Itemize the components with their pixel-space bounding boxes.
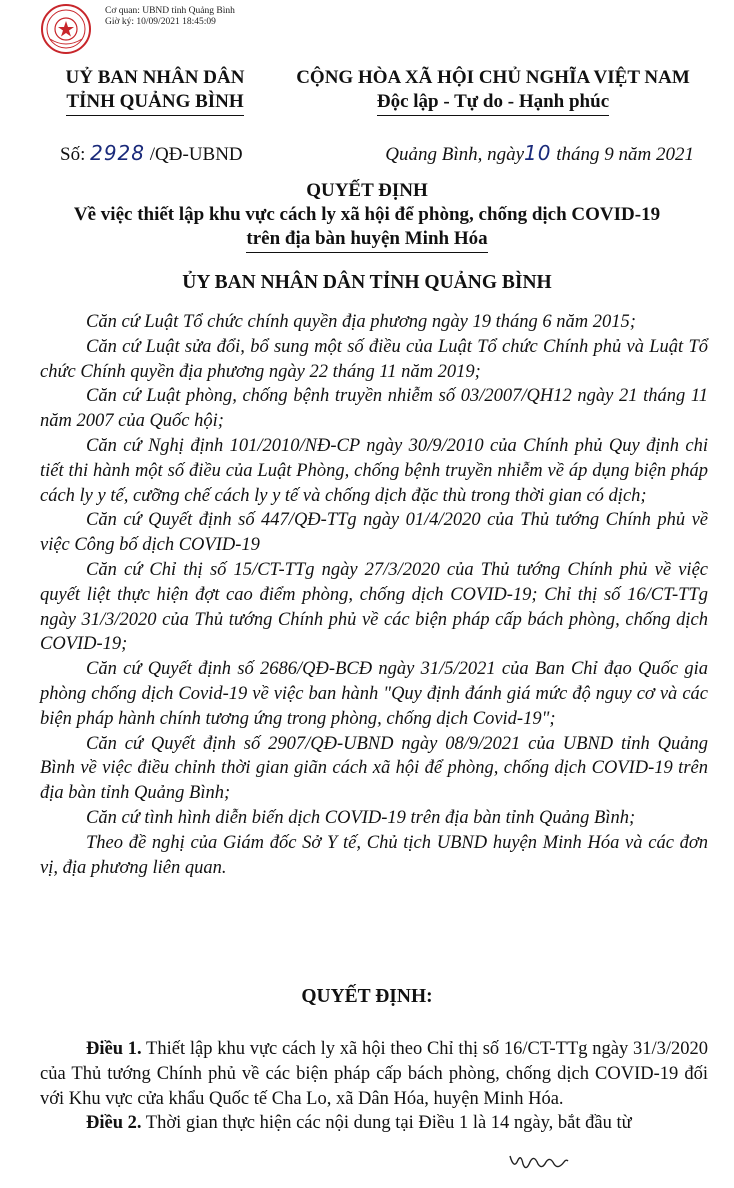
- subject-line-1: Về việc thiết lập khu vực cách ly xã hội để phòng, chống dịch COVID-19: [73, 204, 661, 225]
- nation-line-1: CỘNG HÒA XÃ HỘI CHỦ NGHĨA VIỆT NAM: [296, 67, 690, 88]
- date-line: [385, 141, 694, 166]
- articles: [40, 1037, 708, 1136]
- ground-paragraph: Căn cứ tình hình diễn biến dịch COVID-19 trên địa bàn tỉnh Quảng Bình;: [86, 807, 636, 828]
- doc-number-suffix: /QĐ-UBND: [145, 144, 243, 165]
- ground-paragraph: Căn cứ Nghị định 101/2010/NĐ-CP ngày 30/9/2010 của Chính phủ Quy định chi tiết thi hành một số điều của Luật Phòng, chống bệnh truyền nhiễm về áp dụng biện pháp cách ly y tế, cưỡng chế cách ly y tế và chống dịch đặc thù trong thời gian có dịch;: [40, 435, 708, 506]
- org-line-1: UỶ BAN NHÂN DÂN: [65, 67, 245, 88]
- ground-paragraph: Căn cứ Quyết định số 2907/QĐ-UBND ngày 08/9/2021 của UBND tỉnh Quảng Bình về việc điều chỉnh thời gian giãn cách xã hội để phòng, chống dịch COVID-19 trên địa bàn tỉnh Quảng Bình;: [40, 733, 708, 804]
- issuing-organization: [30, 66, 280, 116]
- digital-signature-seal-icon: [40, 3, 92, 55]
- decides-heading: QUYẾT ĐỊNH:: [301, 986, 433, 1007]
- doc-number-handwritten: 2928: [90, 141, 146, 165]
- date-prefix: Quảng Bình, ngày: [385, 144, 525, 165]
- ground-paragraph: Căn cứ Quyết định số 447/QĐ-TTg ngày 01/4/2020 của Thủ tướng Chính phủ về việc Công bố dịch COVID-19: [40, 510, 708, 556]
- article-1-label: Điều 1.: [86, 1039, 142, 1059]
- signature-metadata: [105, 6, 235, 28]
- article-2-label: Điều 2.: [86, 1113, 142, 1134]
- national-motto: [268, 66, 718, 116]
- ground-paragraph: Căn cứ Luật Tổ chức chính quyền địa phương ngày 19 tháng 6 năm 2015;: [86, 312, 636, 332]
- issuer-heading: ỦY BAN NHÂN DÂN TỈNH QUẢNG BÌNH: [182, 272, 552, 293]
- date-day-handwritten: 10: [524, 141, 552, 165]
- nation-line-2: Độc lập - Tự do - Hạnh phúc: [377, 90, 609, 116]
- document-number: [60, 141, 243, 166]
- handwritten-initial-icon: [508, 1150, 570, 1174]
- legal-grounds: [40, 310, 708, 880]
- signature-time: Giờ ký: 10/09/2021 18:45:09: [105, 17, 216, 27]
- ground-paragraph: Căn cứ Quyết định số 2686/QĐ-BCĐ ngày 31/5/2021 của Ban Chỉ đạo Quốc gia phòng chống dịch Covid-19 về việc ban hành "Quy định đánh giá mức độ nguy cơ và các biện pháp hành chính tương ứng trong phòng, chống dịch Covid-19";: [40, 659, 708, 729]
- doc-number-prefix: Số:: [60, 144, 91, 165]
- article-2-text: Thời gian thực hiện các nội dung tại Điều 1 là 14 ngày, bắt đầu từ: [141, 1113, 632, 1134]
- subject-line-2: trên địa bàn huyện Minh Hóa: [246, 227, 487, 253]
- ground-paragraph: Căn cứ Luật sửa đổi, bổ sung một số điều của Luật Tổ chức Chính phủ và Luật Tổ chức Chính quyền địa phương ngày 22 tháng 11 năm 2019;: [40, 336, 708, 382]
- org-line-2: TỈNH QUẢNG BÌNH: [66, 90, 243, 116]
- ground-paragraph: Căn cứ Luật phòng, chống bệnh truyền nhiễm số 03/2007/QH12 ngày 21 tháng 11 năm 2007 của Quốc hội;: [40, 386, 708, 432]
- document-subject: [20, 203, 714, 253]
- article-2: [40, 1111, 708, 1136]
- signature-agency: Cơ quan: UBND tỉnh Quảng Bình: [105, 6, 235, 16]
- document-title: QUYẾT ĐỊNH: [306, 180, 428, 201]
- article-1: [40, 1037, 708, 1111]
- ground-paragraph: Căn cứ Chỉ thị số 15/CT-TTg ngày 27/3/2020 của Thủ tướng Chính phủ về việc quyết liệt thực hiện đợt cao điểm phòng, chống dịch COVID-19; Chỉ thị số 16/CT-TTg ngày 31/3/2020 của Thủ tướng Chính phủ về các biện pháp cấp bách phòng, chống dịch COVID-19;: [40, 559, 708, 655]
- article-1-text: Thiết lập khu vực cách ly xã hội theo Chỉ thị số 16/CT-TTg ngày 31/3/2020 của Thủ tướng Chính phủ về các biện pháp cấp bách phòng, chống dịch COVID-19 đối với Khu vực cửa khẩu Quốc tế Cha Lo, xã Dân Hóa, huyện Minh Hóa.: [40, 1039, 708, 1109]
- date-suffix: tháng 9 năm 2021: [551, 144, 694, 165]
- ground-paragraph: Theo đề nghị của Giám đốc Sở Y tế, Chủ tịch UBND huyện Minh Hóa và các đơn vị, địa phương liên quan.: [40, 832, 708, 878]
